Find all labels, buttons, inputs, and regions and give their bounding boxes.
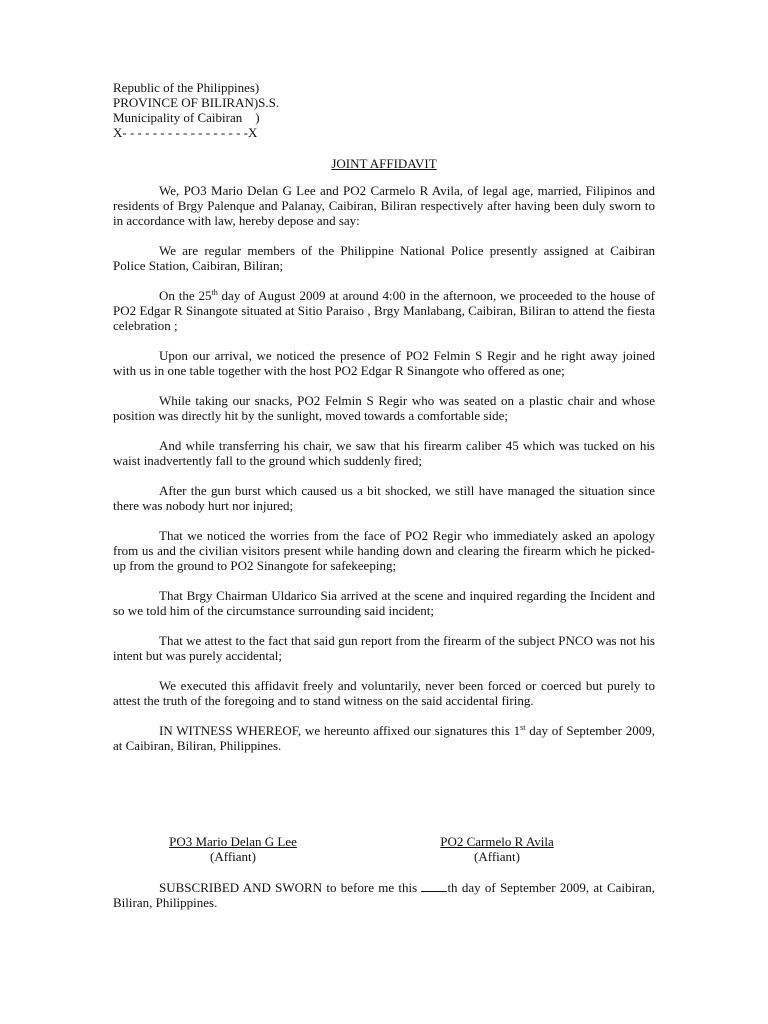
header-province: PROVINCE OF BILIRAN)S.S. [113,95,280,110]
header-divider: X- - - - - - - - - - - - - - - - -X [113,125,258,140]
affiant-name: PO3 Mario Delan G Lee [169,834,297,849]
paragraph-firearm: And while transferring his chair, we saw that his firearm caliber 45 which was tucked on his waist inadvertently fall to the ground which suddenly fired; [113,438,655,468]
affidavit-body [113,183,655,768]
paragraph-apology: That we noticed the worries from the face of PO2 Regir who immediately asked an apology from us and the civilian visitors present while handing down and clearing the firearm which he picked-up from the ground to PO2 Sinangote for safekeeping; [113,528,655,573]
paragraph-membership: We are regular members of the Philippine National Police presently assigned at Caibiran Police Station, Caibiran, Biliran; [113,243,655,273]
venue-header [113,80,279,140]
header-municipality: Municipality of Caibiran ) [113,110,260,125]
day-blank [421,880,447,892]
affiant-name: PO2 Carmelo R Avila [440,834,554,849]
affiant-label: (Affiant) [474,849,520,864]
jurat-paragraph: SUBSCRIBED AND SWORN to before me this th day of September 2009, at Caibiran, Biliran, Philippines. [113,880,655,910]
paragraph-attest: That we attest to the fact that said gun report from the firearm of the subject PNCO was not his intent but was purely accidental; [113,633,655,663]
paragraph-witness: IN WITNESS WHEREOF, we hereunto affixed our signatures this 1st day of September 2009, at Caibiran, Biliran, Philippines. [113,723,655,753]
header-republic: Republic of the Philippines) [113,80,260,95]
paragraph-chairman: That Brgy Chairman Uldarico Sia arrived at the scene and inquired regarding the Incident and so we told him of the circumstance surrounding said incident; [113,588,655,618]
paragraph-snacks: While taking our snacks, PO2 Felmin S Regir who was seated on a plastic chair and whose position was directly hit by the sunlight, moved towards a comfortable side; [113,393,655,423]
paragraph-date: On the 25th day of August 2009 at around 4:00 in the afternoon, we proceeded to the house of PO2 Edgar R Sinangote situated at Sitio Paraiso , Brgy Manlabang, Caibiran, Biliran to attend the fiesta celebration ; [113,288,655,333]
document-title [0,156,768,171]
signature-block-avila [429,834,565,864]
paragraph-arrival: Upon our arrival, we noticed the presence of PO2 Felmin S Regir and he right away joined with us in one table together with the host PO2 Edgar R Sinangote who offered as one; [113,348,655,378]
affiant-label: (Affiant) [210,849,256,864]
paragraph-gun-burst: After the gun burst which caused us a bit shocked, we still have managed the situation since there was nobody hurt nor injured; [113,483,655,513]
paragraph-intro: We, PO3 Mario Delan G Lee and PO2 Carmelo R Avila, of legal age, married, Filipinos and residents of Brgy Palenque and Palanay, Caibiran, Biliran respectively after having been duly sworn to in accordance with law, hereby depose and say: [113,183,655,228]
signature-block-lee [159,834,307,864]
title-text: JOINT AFFIDAVIT [331,156,437,171]
paragraph-voluntary: We executed this affidavit freely and voluntarily, never been forced or coerced but purely to attest the truth of the foregoing and to stand witness on the said accidental firing. [113,678,655,708]
